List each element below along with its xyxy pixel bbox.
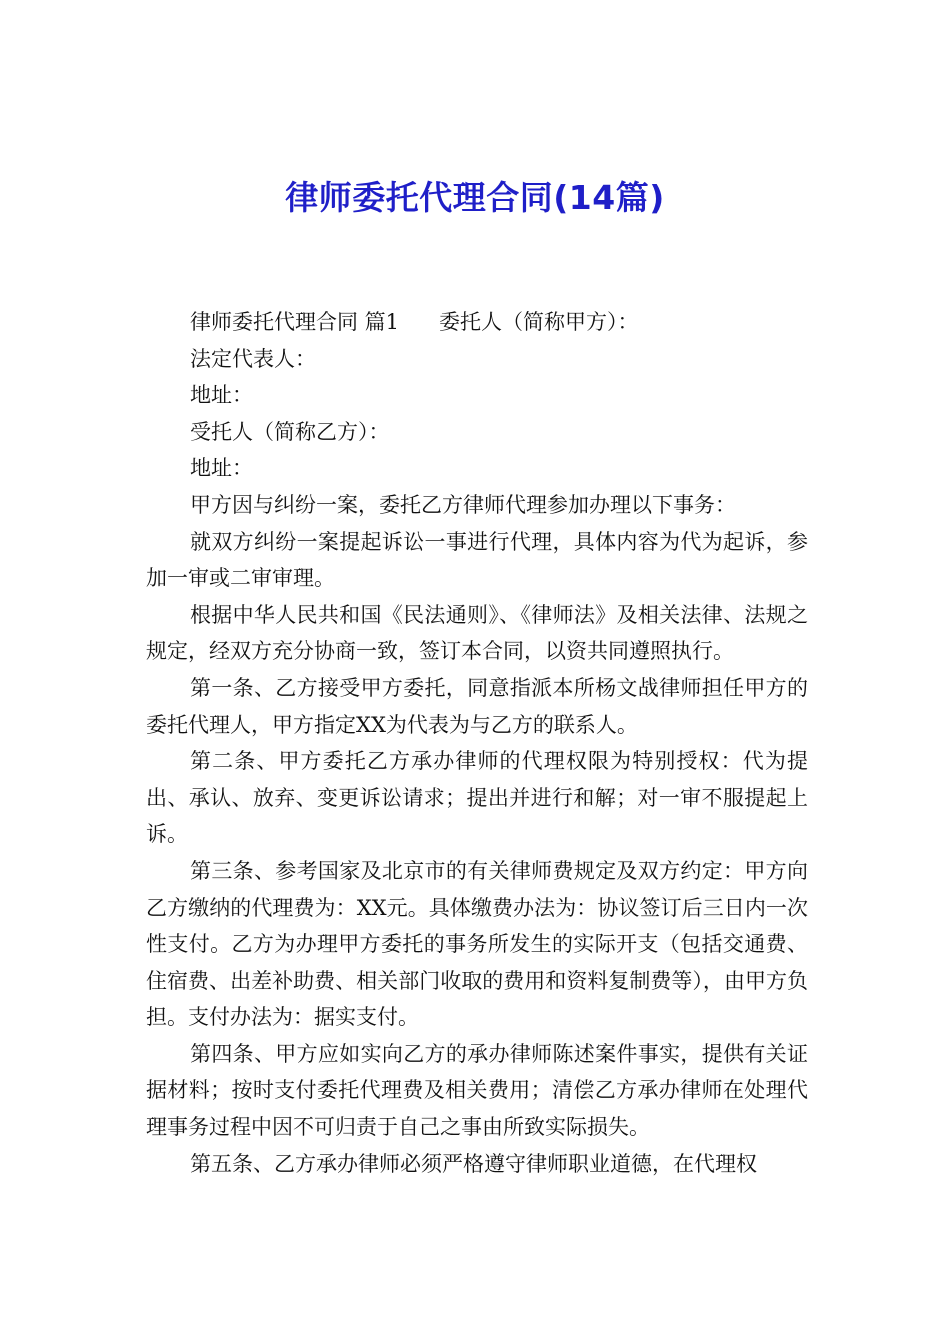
document-body [146,304,808,1182]
section-heading: 律师委托代理合同 篇1 [190,310,400,334]
paragraph: 第二条、甲方委托乙方承办律师的代理权限为特别授权：代为提出、承认、放弃、变更诉讼请求；提出并进行和解；对一审不服提起上诉。 [146,749,808,847]
paragraph: 甲方因与纠纷一案，委托乙方律师代理参加办理以下事务： [190,492,736,517]
paragraph: 第三条、参考国家及北京市的有关律师费规定及双方约定：甲方向乙方缴纳的代理费为：XX元。具体缴费办法为：协议签订后三日内一次性支付。乙方为办理甲方委托的事务所发生的实际开支（包括交通费、住宿费、出差补助费、相关部门收取的费用和资料复制费等），由甲方负担。支付办法为：据实支付。 [146,858,808,1030]
paragraph: 第五条、乙方承办律师必须严格遵守律师职业道德，在代理权 [190,1151,757,1176]
client-label: 委托人（简称甲方）： [439,310,639,334]
paragraph: 受托人（简称乙方）： [190,419,390,444]
paragraph: 根据中华人民共和国《民法通则》、《律师法》及相关法律、法规之规定，经双方充分协商一致，签订本合同，以资共同遵照执行。 [146,602,808,664]
paragraph: 第四条、甲方应如实向乙方的承办律师陈述案件事实，提供有关证据材料；按时支付委托代理费及相关费用；清偿乙方承办律师在处理代理事务过程中因不可归责于自己之事由所致实际损失。 [146,1041,808,1140]
document-title: 律师委托代理合同(14篇) [285,178,665,217]
paragraph: 法定代表人： [190,346,316,371]
paragraph: 就双方纠纷一案提起诉讼一事进行代理，具体内容为代为起诉，参加一审或二审审理。 [146,529,808,591]
paragraph: 第一条、乙方接受甲方委托，同意指派本所杨文战律师担任甲方的委托代理人，甲方指定XX为代表为与乙方的联系人。 [146,675,808,737]
paragraph: 地址： [190,383,253,408]
first-line [146,304,808,341]
paragraph: 地址： [190,456,253,481]
